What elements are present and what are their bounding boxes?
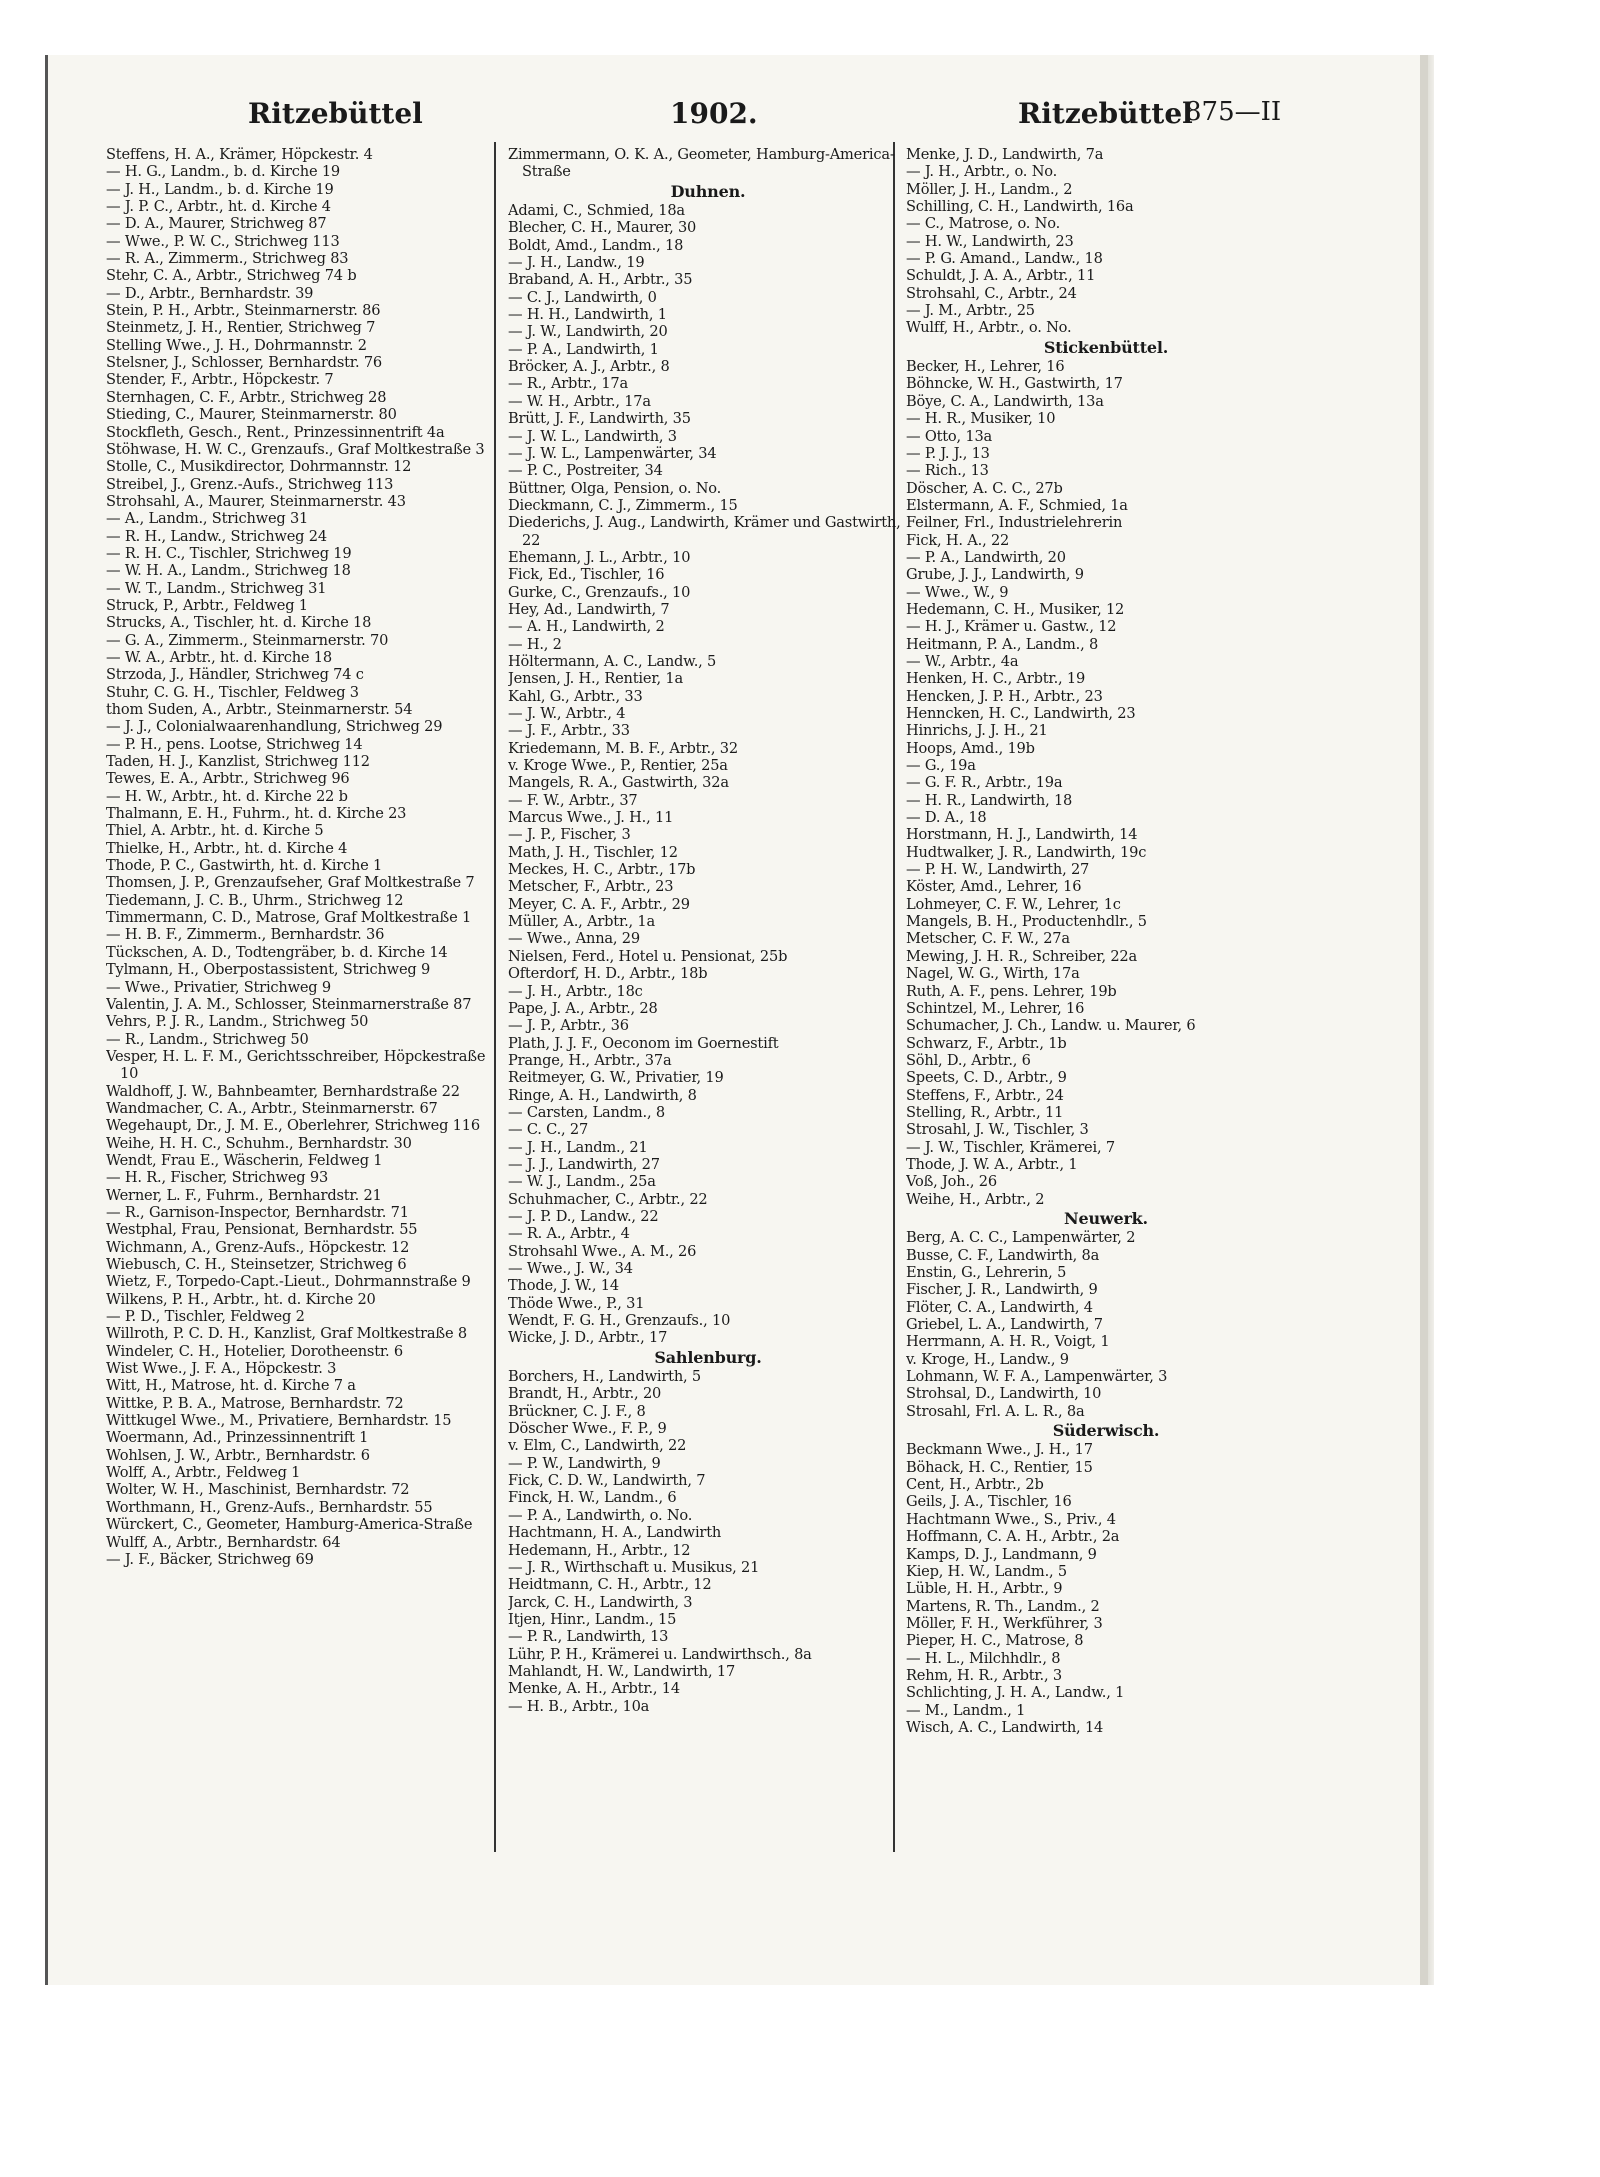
directory-entry: Döscher Wwe., F. P., 9 [508,1420,667,1438]
directory-entry: Pape, J. A., Arbtr., 28 [508,999,658,1017]
directory-entry: Nielsen, Ferd., Hotel u. Pensionat, 25b [508,947,788,965]
directory-entry: — A. H., Landwirth, 2 [508,618,665,636]
directory-entry: Thiel, A. Arbtr., ht. d. Kirche 5 [106,822,324,840]
directory-entry: Stehr, C. A., Arbtr., Strichweg 74 b [106,267,357,285]
directory-entry: Boldt, Amd., Landm., 18 [508,236,684,254]
directory-entry: — C. J., Landwirth, 0 [508,288,657,306]
directory-entry: Ehemann, J. L., Arbtr., 10 [508,548,691,566]
directory-entry: Hoffmann, C. A. H., Arbtr., 2a [906,1528,1120,1546]
directory-entry: Witt, H., Matrose, ht. d. Kirche 7 a [106,1377,356,1395]
directory-entry: Heidtmann, C. H., Arbtr., 12 [508,1576,712,1594]
directory-entry: — D. A., Maurer, Strichweg 87 [106,215,327,233]
directory-entry: Stelling, R., Arbtr., 11 [906,1103,1064,1121]
directory-entry: Wulff, H., Arbtr., o. No. [906,319,1072,337]
directory-entry: Wulff, A., Arbtr., Bernhardstr. 64 [106,1533,341,1551]
directory-entry: Stockfleth, Gesch., Rent., Prinzessinnentrift 4a [106,423,445,441]
directory-entry: Döscher, A. C. C., 27b [906,479,1063,497]
directory-entry: — G., 19a [906,757,976,775]
directory-entry: — W., Arbtr., 4a [906,652,1019,670]
directory-entry: Flöter, C. A., Landwirth, 4 [906,1298,1093,1316]
directory-entry: Lohmeyer, C. F. W., Lehrer, 1c [906,895,1121,913]
directory-entry: Meckes, H. C., Arbtr., 17b [508,861,696,879]
directory-entry: Willroth, P. C. D. H., Kanzlist, Graf Moltkestraße 8 [106,1325,467,1343]
directory-entry: Wietz, F., Torpedo-Capt.-Lieut., Dohrmannstraße 9 [106,1273,471,1291]
directory-entry: Martens, R. Th., Landm., 2 [906,1597,1100,1615]
directory-entry: Struck, P., Arbtr., Feldweg 1 [106,596,308,614]
directory-entry: Fick, Ed., Tischler, 16 [508,566,665,584]
directory-entry: Büttner, Olga, Pension, o. No. [508,479,722,497]
directory-entry: Horstmann, H. J., Landwirth, 14 [906,826,1138,844]
directory-entry: — J. H., Landm., b. d. Kirche 19 [106,180,334,198]
directory-entry: Vesper, H. L. F. M., Gerichtsschreiber, Höpckestraße 10 [106,1047,486,1083]
directory-entry: — Rich., 13 [906,462,989,480]
directory-entry: Stöhwase, H. W. C., Grenzaufs., Graf Moltkestraße 3 [106,440,485,458]
directory-entry: Dieckmann, C. J., Zimmerm., 15 [508,496,738,514]
directory-entry: Beckmann Wwe., J. H., 17 [906,1441,1093,1459]
directory-entry: Geils, J. A., Tischler, 16 [906,1493,1072,1511]
directory-entry: Reitmeyer, G. W., Privatier, 19 [508,1069,724,1087]
directory-entry: Strosahl, Frl. A. L. R., 8a [906,1402,1085,1420]
directory-entry: Wendt, Frau E., Wäscherin, Feldweg 1 [106,1151,383,1169]
directory-entry: — P. H., pens. Lootse, Strichweg 14 [106,735,363,753]
directory-entry: Rehm, H. R., Arbtr., 3 [906,1666,1062,1684]
directory-entry: Vehrs, P. J. R., Landm., Strichweg 50 [106,1013,369,1031]
directory-entry: Thode, P. C., Gastwirth, ht. d. Kirche 1 [106,857,383,875]
directory-entry: Köster, Amd., Lehrer, 16 [906,878,1082,896]
directory-entry: — W. J., Landm., 25a [508,1173,656,1191]
running-head-right: Ritzebüttel [1018,97,1193,130]
directory-entry: Möller, F. H., Werkführer, 3 [906,1614,1103,1632]
directory-entry: — A., Landm., Strichweg 31 [106,510,309,528]
directory-entry: Mangels, B. H., Productenhdlr., 5 [906,913,1147,931]
directory-entry: — J. J., Landwirth, 27 [508,1155,660,1173]
directory-entry: Kahl, G., Arbtr., 33 [508,687,643,705]
directory-entry: — D., Arbtr., Bernhardstr. 39 [106,284,314,302]
directory-entry: Brütt, J. F., Landwirth, 35 [508,410,691,428]
directory-column-2 [508,146,908,1715]
directory-entry: Brückner, C. J. F., 8 [508,1402,646,1420]
directory-entry: Menke, A. H., Arbtr., 14 [508,1680,680,1698]
directory-entry: Stelsner, J., Schlosser, Bernhardstr. 76 [106,354,382,372]
directory-entry: — J. W., Tischler, Krämerei, 7 [906,1138,1115,1156]
directory-entry: Weihe, H., Arbtr., 2 [906,1190,1045,1208]
directory-entry: — H. W., Arbtr., ht. d. Kirche 22 b [106,787,348,805]
directory-entry: Sternhagen, C. F., Arbtr., Strichweg 28 [106,388,387,406]
directory-entry: Lühr, P. H., Krämerei u. Landwirthsch., 8a [508,1645,812,1663]
directory-page [48,55,1428,1985]
directory-entry: — P. A., Landwirth, 20 [906,548,1066,566]
directory-entry: Math, J. H., Tischler, 12 [508,843,678,861]
directory-entry: Schlichting, J. H. A., Landw., 1 [906,1684,1125,1702]
directory-entry: — H. R., Fischer, Strichweg 93 [106,1169,329,1187]
directory-entry: Strohsahl Wwe., A. M., 26 [508,1242,697,1260]
directory-entry: Speets, C. D., Arbtr., 9 [906,1069,1067,1087]
directory-entry: Windeler, C. H., Hotelier, Dorotheenstr. 6 [106,1342,404,1360]
directory-entry: Tückschen, A. D., Todtengräber, b. d. Kirche 14 [106,943,448,961]
directory-entry: Wendt, F. G. H., Grenzaufs., 10 [508,1312,731,1330]
directory-entry: Finck, H. W., Landm., 6 [508,1489,677,1507]
directory-entry: Söhl, D., Arbtr., 6 [906,1051,1031,1069]
directory-entry: Fischer, J. R., Landwirth, 9 [906,1281,1098,1299]
directory-entry: — P. H. W., Landwirth, 27 [906,861,1090,879]
directory-entry: Valentin, J. A. M., Schlosser, Steinmarnerstraße 87 [106,995,472,1013]
directory-entry: Schilling, C. H., Landwirth, 16a [906,198,1134,216]
directory-entry: Wiebusch, C. H., Steinsetzer, Strichweg 6 [106,1256,407,1273]
directory-entry: Jarck, C. H., Landwirth, 3 [508,1593,693,1611]
directory-entry: Nagel, W. G., Wirth, 17a [906,965,1080,983]
directory-entry: Höltermann, A. C., Landw., 5 [508,652,717,670]
directory-entry: — J. H., Landw., 19 [508,254,645,272]
directory-entry: — P. G. Amand., Landw., 18 [906,250,1103,268]
directory-entry: Tylmann, H., Oberpostassistent, Strichweg 9 [106,961,431,979]
directory-entry: Werner, L. F., Fuhrm., Bernhardstr. 21 [106,1186,382,1204]
directory-entry: Diederichs, J. Aug., Landwirth, Krämer und Gastwirth, 22 [508,514,901,549]
directory-entry: Taden, H. J., Kanzlist, Strichweg 112 [106,753,370,771]
directory-entry: — J. W. L., Lampenwärter, 34 [508,444,717,462]
directory-entry: — J. P., Arbtr., 36 [508,1017,629,1035]
locality-heading: Süderwisch. [1052,1421,1160,1441]
running-head-left: Ritzebüttel [248,97,423,130]
directory-entry: Zimmermann, O. K. A., Geometer, Hamburg-America-Straße [508,146,895,181]
directory-entry: Böye, C. A., Landwirth, 13a [906,392,1104,410]
directory-entry: Hedemann, H., Arbtr., 12 [508,1541,691,1559]
directory-entry: — H. H., Landwirth, 1 [508,306,667,324]
directory-entry: Wilkens, P. H., Arbtr., ht. d. Kirche 20 [106,1290,376,1308]
directory-entry: — R. A., Zimmerm., Strichweg 83 [106,250,349,268]
directory-entry: Thielke, H., Arbtr., ht. d. Kirche 4 [106,839,348,857]
directory-entry: Schintzel, M., Lehrer, 16 [906,999,1085,1017]
directory-entry: Stein, P. H., Arbtr., Steinmarnerstr. 86 [106,302,381,320]
directory-entry: Becker, H., Lehrer, 16 [906,358,1065,376]
directory-entry: — H. B., Arbtr., 10a [508,1697,650,1715]
directory-entry: Plath, J. J. F., Oeconom im Goernestift [508,1034,779,1052]
locality-heading: Sahlenburg. [654,1347,762,1367]
directory-entry: Timmermann, C. D., Matrose, Graf Moltkestraße 1 [106,909,472,927]
directory-entry: Waldhoff, J. W., Bahnbeamter, Bernhardstraße 22 [106,1082,460,1100]
directory-entry: Wicke, J. D., Arbtr., 17 [508,1329,668,1347]
directory-entry: Schumacher, J. Ch., Landw. u. Maurer, 6 [906,1017,1196,1035]
directory-entry: Woermann, Ad., Prinzessinnentrift 1 [106,1429,369,1447]
directory-entry: Hudtwalker, J. R., Landwirth, 19c [906,843,1147,861]
directory-entry: Stieding, C., Maurer, Steinmarnerstr. 80 [106,406,397,424]
directory-entry: Heitmann, P. A., Landm., 8 [906,635,1099,653]
directory-entry: Schuhmacher, C., Arbtr., 22 [508,1190,708,1208]
directory-entry: Wolff, A., Arbtr., Feldweg 1 [106,1464,301,1482]
directory-entry: Wichmann, A., Grenz-Aufs., Höpckestr. 12 [106,1238,410,1256]
directory-entry: — P. D., Tischler, Feldweg 2 [106,1308,305,1326]
directory-entry: Mewing, J. H. R., Schreiber, 22a [906,947,1138,965]
directory-entry: Steffens, H. A., Krämer, Höpckestr. 4 [106,146,373,163]
directory-entry: Wittke, P. B. A., Matrose, Bernhardstr. 72 [106,1394,404,1412]
directory-entry: Schwarz, F., Arbtr., 1b [906,1034,1067,1052]
locality-heading: Duhnen. [670,181,746,201]
directory-entry: — H. W., Landwirth, 23 [906,232,1074,250]
directory-entry: — J. J., Colonialwaarenhandlung, Strichweg 29 [106,718,443,736]
directory-entry: — H. R., Musiker, 10 [906,410,1056,428]
directory-entry: Marcus Wwe., J. H., 11 [508,809,674,827]
directory-entry: — J. W., Landwirth, 20 [508,323,668,341]
directory-entry: Enstin, G., Lehrerin, 5 [906,1264,1067,1281]
directory-entry: Ruth, A. F., pens. Lehrer, 19b [906,982,1117,1000]
directory-entry: Wisch, A. C., Landwirth, 14 [906,1718,1104,1736]
directory-entry: Müller, A., Arbtr., 1a [508,913,656,931]
directory-entry: Stender, F., Arbtr., Höpckestr. 7 [106,371,334,389]
directory-entry: Böhack, H. C., Rentier, 15 [906,1458,1093,1476]
directory-entry: — P. R., Landwirth, 13 [508,1628,669,1646]
directory-entry: Wittkugel Wwe., M., Privatiere, Bernhardstr. 15 [106,1412,452,1430]
directory-entry: Grube, J. J., Landwirth, 9 [906,566,1084,584]
directory-entry: Tiedemann, J. C. B., Uhrm., Strichweg 12 [106,891,404,909]
directory-entry: — J. W. L., Landwirth, 3 [508,427,677,445]
directory-entry: Strohsahl, C., Arbtr., 24 [906,284,1077,302]
directory-entry: Jensen, J. H., Rentier, 1a [508,670,683,688]
directory-entry: — P. C., Postreiter, 34 [508,462,663,480]
directory-entry: — J. P., Fischer, 3 [508,826,631,844]
directory-entry: Elstermann, A. F., Schmied, 1a [906,496,1128,514]
directory-entry: — D. A., 18 [906,809,987,827]
directory-entry: Kriedemann, M. B. F., Arbtr., 32 [508,739,738,757]
directory-entry: — Otto, 13a [906,427,993,445]
directory-entry: Lohmann, W. F. A., Lampenwärter, 3 [906,1368,1168,1386]
directory-entry: — P. W., Landwirth, 9 [508,1454,661,1472]
directory-entry: Weihe, H. H. C., Schuhm., Bernhardstr. 30 [106,1134,412,1152]
directory-entry: — W. H. A., Landm., Strichweg 18 [106,562,351,580]
directory-entry: Mahlandt, H. W., Landwirth, 17 [508,1662,736,1680]
directory-entry: Menke, J. D., Landwirth, 7a [906,146,1104,163]
directory-entry: Fick, H. A., 22 [906,531,1010,549]
directory-entry: — H. B. F., Zimmerm., Bernhardstr. 36 [106,926,385,944]
directory-entry: Berg, A. C. C., Lampenwärter, 2 [906,1229,1136,1247]
directory-entry: Strucks, A., Tischler, ht. d. Kirche 18 [106,614,372,632]
directory-entry: Feilner, Frl., Industrielehrerin [906,514,1123,532]
directory-entry: Thode, J. W., 14 [508,1277,619,1295]
directory-entry: Kiep, H. W., Landm., 5 [906,1562,1067,1580]
directory-entry: Metscher, F., Arbtr., 23 [508,878,674,896]
directory-entry: Wandmacher, C. A., Arbtr., Steinmarnerstr. 67 [106,1099,438,1117]
directory-entry: Gurke, C., Grenzaufs., 10 [508,583,691,601]
directory-entry: Wohlsen, J. W., Arbtr., Bernhardstr. 6 [106,1446,370,1464]
directory-entry: Kamps, D. J., Landmann, 9 [906,1545,1097,1563]
directory-entry: Busse, C. F., Landwirth, 8a [906,1246,1100,1264]
directory-entry: — J. M., Arbtr., 25 [906,302,1035,320]
directory-entry: Wolter, W. H., Maschinist, Bernhardstr. 72 [106,1481,410,1499]
directory-entry: — Wwe., Anna, 29 [508,930,640,948]
directory-entry: — C., Matrose, o. No. [906,215,1061,233]
directory-entry: Westphal, Frau, Pensionat, Bernhardstr. 55 [106,1221,418,1239]
directory-entry: Böhncke, W. H., Gastwirth, 17 [906,375,1123,393]
directory-entry: — Wwe., Privatier, Strichweg 9 [106,978,331,996]
directory-entry: Borchers, H., Landwirth, 5 [508,1368,701,1386]
directory-entry: Voß, Joh., 26 [906,1173,997,1191]
directory-entry: Hachtmann, H. A., Landwirth [508,1524,722,1542]
directory-entry: — M., Landm., 1 [906,1701,1026,1719]
directory-entry: — J. R., Wirthschaft u. Musikus, 21 [508,1558,760,1576]
directory-entry: — W. A., Arbtr., ht. d. Kirche 18 [106,648,332,666]
directory-entry: — P. A., Landwirth, 1 [508,340,659,358]
directory-entry: — J. F., Bäcker, Strichweg 69 [106,1550,314,1568]
directory-entry: — G. A., Zimmerm., Steinmarnerstr. 70 [106,631,389,649]
directory-entry: Meyer, C. A. F., Arbtr., 29 [508,895,690,913]
directory-entry: Ofterdorf, H. D., Arbtr., 18b [508,965,708,983]
directory-entry: Hedemann, C. H., Musiker, 12 [906,600,1125,618]
directory-entry: thom Suden, A., Arbtr., Steinmarnerstr. 54 [106,701,413,718]
directory-entry: Cent, H., Arbtr., 2b [906,1476,1044,1494]
directory-entry: v. Elm, C., Landwirth, 22 [508,1437,687,1455]
directory-entry: — Carsten, Landm., 8 [508,1103,665,1121]
directory-entry: Thöde Wwe., P., 31 [508,1294,645,1312]
directory-entry: Strzoda, J., Händler, Strichweg 74 c [106,666,364,684]
directory-entry: Henken, H. C., Arbtr., 19 [906,670,1086,688]
directory-entry: Hachtmann Wwe., S., Priv., 4 [906,1510,1116,1528]
directory-entry: Thalmann, E. H., Fuhrm., ht. d. Kirche 23 [106,805,407,823]
directory-entry: Lüble, H. H., Arbtr., 9 [906,1580,1063,1598]
directory-entry: Stolle, C., Musikdirector, Dohrmannstr. 12 [106,458,412,476]
directory-entry: — J. H., Landm., 21 [508,1138,648,1156]
directory-entry: Strohsal, D., Landwirth, 10 [906,1385,1102,1403]
directory-entry: Herrmann, A. H. R., Voigt, 1 [906,1333,1110,1351]
locality-heading: Neuwerk. [1064,1208,1148,1228]
directory-entry: — P. J. J., 13 [906,444,990,462]
directory-entry: — J. H., Arbtr., 18c [508,982,643,1000]
directory-entry: — J. W., Arbtr., 4 [508,705,626,722]
directory-entry: — J. P. C., Arbtr., ht. d. Kirche 4 [106,198,331,216]
page-header [48,97,1420,137]
directory-entry: Stelling Wwe., J. H., Dohrmannstr. 2 [106,336,367,354]
directory-entry: — W. H., Arbtr., 17a [508,392,651,410]
page-number: 875—II [1185,97,1282,127]
directory-entry: Hencken, J. P. H., Arbtr., 23 [906,687,1103,705]
directory-entry: Hey, Ad., Landwirth, 7 [508,600,670,618]
directory-entry: Pieper, H. C., Matrose, 8 [906,1632,1084,1650]
directory-entry: Strosahl, J. W., Tischler, 3 [906,1121,1089,1139]
directory-entry: Hoops, Amd., 19b [906,739,1035,757]
directory-column-1 [106,146,506,1568]
directory-entry: — J. F., Arbtr., 33 [508,722,630,740]
directory-entry: Wist Wwe., J. F. A., Höpckestr. 3 [106,1360,337,1378]
directory-entry: Henncken, H. C., Landwirth, 23 [906,705,1136,722]
directory-entry: Prange, H., Arbtr., 37a [508,1051,672,1069]
directory-entry: — R., Garnison-Inspector, Bernhardstr. 71 [106,1203,409,1221]
directory-entry: Braband, A. H., Arbtr., 35 [508,271,693,289]
directory-entry: — Wwe., W., 9 [906,583,1009,601]
directory-entry: Bröcker, A. J., Arbtr., 8 [508,358,670,376]
directory-entry: Brandt, H., Arbtr., 20 [508,1385,662,1403]
directory-entry: — J. H., Arbtr., o. No. [906,163,1058,181]
directory-entry: Stuhr, C. G. H., Tischler, Feldweg 3 [106,683,359,701]
directory-entry: — R. H., Landw., Strichweg 24 [106,527,327,545]
year-heading: 1902. [670,97,758,130]
directory-entry: v. Kroge, H., Landw., 9 [906,1350,1069,1368]
directory-entry: — G. F. R., Arbtr., 19a [906,774,1063,792]
directory-entry: Steinmetz, J. H., Rentier, Strichweg 7 [106,319,376,337]
directory-entry: Itjen, Hinr., Landm., 15 [508,1610,677,1628]
directory-entry: v. Kroge Wwe., P., Rentier, 25a [508,757,728,775]
directory-entry: Worthmann, H., Grenz-Aufs., Bernhardstr. 55 [106,1498,433,1516]
directory-entry: — R. H. C., Tischler, Strichweg 19 [106,544,352,562]
directory-entry: — H. R., Landwirth, 18 [906,791,1073,809]
directory-entry: Tewes, E. A., Arbtr., Strichweg 96 [106,770,350,788]
directory-entry: — R., Landm., Strichweg 50 [106,1030,309,1048]
directory-entry: — W. T., Landm., Strichweg 31 [106,579,327,597]
directory-entry: — Wwe., P. W. C., Strichweg 113 [106,232,340,250]
directory-entry: — H., 2 [508,635,562,653]
directory-entry: — C. C., 27 [508,1121,589,1139]
directory-entry: — H. L., Milchhdlr., 8 [906,1649,1061,1667]
directory-entry: Ringe, A. H., Landwirth, 8 [508,1086,697,1104]
directory-entry: Adami, C., Schmied, 18a [508,202,685,220]
directory-entry: Thode, J. W. A., Arbtr., 1 [906,1155,1078,1173]
directory-entry: Blecher, C. H., Maurer, 30 [508,219,697,237]
directory-entry: — H. G., Landm., b. d. Kirche 19 [106,163,340,181]
directory-entry: Wegehaupt, Dr., J. M. E., Oberlehrer, Strichweg 116 [106,1117,480,1135]
directory-entry: Steffens, F., Arbtr., 24 [906,1086,1064,1104]
directory-entry: Metscher, C. F. W., 27a [906,930,1070,948]
directory-entry: Schuldt, J. A. A., Arbtr., 11 [906,267,1096,285]
directory-entry: — H. J., Krämer u. Gastw., 12 [906,618,1117,636]
directory-entry: Strohsahl, A., Maurer, Steinmarnerstr. 43 [106,492,406,510]
directory-entry: — R., Arbtr., 17a [508,375,629,393]
directory-entry: — P. A., Landwirth, o. No. [508,1506,693,1524]
directory-entry: — F. W., Arbtr., 37 [508,791,638,809]
directory-entry: — J. P. D., Landw., 22 [508,1207,659,1225]
directory-entry: Möller, J. H., Landm., 2 [906,180,1073,198]
directory-entry: — Wwe., J. W., 34 [508,1260,633,1277]
directory-entry: Mangels, R. A., Gastwirth, 32a [508,774,729,792]
directory-entry: — R. A., Arbtr., 4 [508,1225,630,1243]
directory-entry: Hinrichs, J. J. H., 21 [906,722,1048,740]
directory-column-3 [906,146,1306,1736]
locality-heading: Stickenbüttel. [1043,337,1169,357]
directory-entry: Griebel, L. A., Landwirth, 7 [906,1316,1103,1334]
directory-entry: Würckert, C., Geometer, Hamburg-America-Straße [106,1516,473,1534]
directory-entry: Fick, C. D. W., Landwirth, 7 [508,1472,706,1490]
directory-entry: Thomsen, J. P., Grenzaufseher, Graf Moltkestraße 7 [106,874,475,892]
directory-entry: Streibel, J., Grenz.-Aufs., Strichweg 113 [106,475,394,493]
